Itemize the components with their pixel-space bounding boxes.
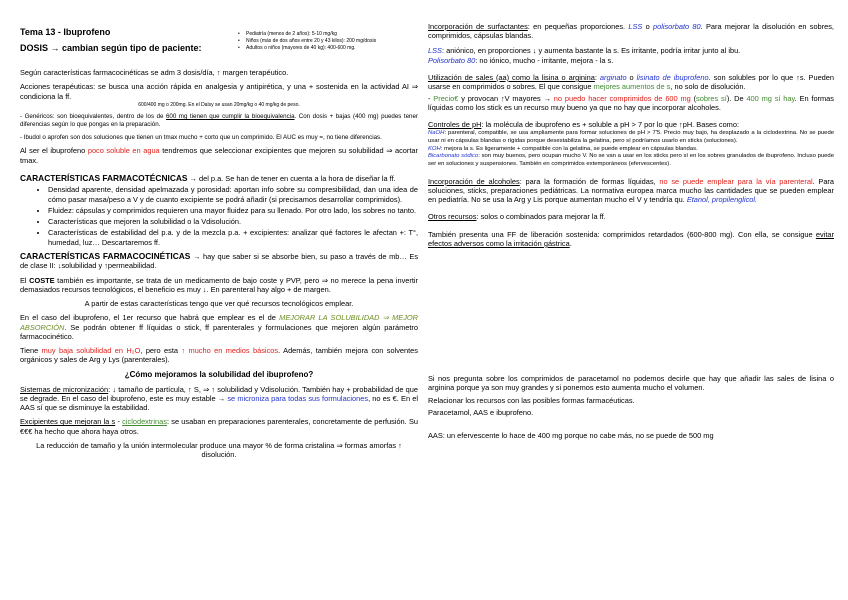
alcoholes-text: : para la formación de formas líquidas, — [519, 176, 660, 186]
sales-text-2: , no solo de disolución. — [670, 82, 746, 92]
genericos-paragraph — [20, 113, 418, 129]
surfactantes-lss: LSS — [628, 22, 643, 31]
micronizacion-text: : ↓ tamaño de partícula, ↑ S, ⇒ ↑ solubilidad y Vdisolución. También hay + probabilidad de que se degrade. En el caso del ibuprofeno, este es muy estable → — [20, 384, 418, 403]
solubility-text: Al ser el ibuprofeno — [20, 146, 88, 156]
tiene-text: Tiene — [20, 346, 42, 355]
coste-text-2: también es importante, se trata de un medicamento de bajo coste y PVP, pero ⇒ no merece la pena invertir demasiados recursos tecnológicos, el beneficio es muy ↓. En parenteral hay algo + de margen. — [20, 275, 419, 294]
sales-sep: : — [594, 73, 600, 82]
partir-paragraph: A partir de estas características tengo que ver qué recursos tecnológicos emplear. — [84, 299, 354, 308]
lss-text: : aniónico, en proporciones ↓ y aumenta bastante la s. Es irritante, podría irritar junto al ibu. — [441, 45, 741, 55]
genericos-underlined: 600 mg tienen que cumplir la bioequivalencia — [165, 113, 295, 120]
precio-highlight: no puedo hacer comprimidos de 600 mg — [553, 93, 691, 103]
sales-text: . son solubles por lo que ↑s. Pueden usarse en comprimidos o sobres. El que consigue — [428, 73, 835, 92]
precio-dash: - — [428, 93, 434, 103]
base-name: KOH — [428, 145, 441, 152]
excipientes-sep: - — [115, 417, 123, 427]
dosis-list — [238, 31, 376, 51]
sales-lisinato: lisinato de ibuprofeno — [636, 73, 709, 82]
list-item: • Características que mejoren la solubilidad o la Vdisolución. — [48, 217, 418, 226]
left-body — [20, 68, 418, 464]
micronizacion-text-2: , no es €. En el AAS sí que se disminuye la estabilidad. — [20, 393, 418, 412]
surfactantes-text-2: . Para mejorar la disolución en sobres, comprimidos, cápsulas blandas. — [428, 22, 834, 41]
reduccion-paragraph: La reducción de tamaño y la unión intermolecular produce una mayor % de forma cristalina ⇒ formas amorfas ↑ disolución. — [36, 440, 402, 459]
solubility-paragraph — [20, 146, 418, 165]
polisorbato-line — [428, 56, 834, 65]
excipientes-text: : se usaban en preparaciones parenterales, concretamente de perfusión. Su €€€ ha hecho que ahora haya otros. — [20, 417, 418, 436]
sales-or: o — [626, 73, 637, 82]
alcoholes-highlight: no se puede emplear para la vía parenteral — [659, 176, 813, 186]
lss-line — [428, 46, 834, 55]
farmacocineticas-heading: CARACTERÍSTICAS FARMACOCINÉTICAS — [20, 250, 191, 261]
acciones-paragraph: Acciones terapéuticas: se busca una acción rápida en analgesia y antipirética, y una + sostenida en la actividad AI ⇒ condiciona la ff. — [20, 82, 418, 101]
sales-heading: Utilización de sales (aa) como la lisina o arginina — [428, 73, 595, 82]
base-name: Bicarbonato sódico — [428, 153, 479, 160]
dosis-label: DOSIS → cambian según tipo de paciente: — [20, 43, 202, 53]
base-desc: : parenteral, compatible, se usa ampliamente para formar soluciones de pH > 7'5. Precio muy bajo, ha desplazado a la ciclodextrina. No se puede usar ni en cápsulas blandas o rígidas porque desestabiliza la gelatina, pero sí podríamos usarlo en sticks (soluciones). — [428, 130, 834, 144]
solubility-text-2: tendremos que seleccionar excipientes que mejoren su solubilidad ⇒ acortar tmax. — [20, 146, 418, 165]
precio-paragraph — [428, 94, 834, 113]
aas-paragraph: AAS: un efervescente lo hace de 400 mg porque no cabe más, no se puede de 500 mg — [428, 431, 714, 440]
polisorbato-keyword: Polisorbato 80 — [428, 55, 476, 65]
micronizacion-highlight: se microniza para todas sus formulaciones — [227, 393, 369, 403]
tiene-text-2: , pero esta — [140, 346, 182, 355]
surfactantes-heading: Incorporación de surfactantes — [428, 22, 528, 31]
excipientes-paragraph — [20, 417, 418, 436]
sales-highlight: mejores aumentos de s — [593, 82, 671, 92]
right-column — [428, 22, 835, 440]
ph-paragraph — [428, 120, 834, 129]
ibudol-paragraph: - Ibudol o aprofen son dos soluciones que tienen un tmax mucho + corto que un comprimido. El AUC es muy =, no tiene diferencias. — [20, 133, 382, 141]
ph-base-koh — [428, 146, 834, 154]
caso-highlight: MEJORAR LA SOLUBILIDAD ⇒ MEJOR ABSORCIÓN — [20, 313, 418, 332]
sales-paragraph — [428, 73, 834, 92]
excipientes-heading: Excipientes que mejoran la s — [20, 417, 116, 427]
solubility-highlight: poco soluble en agua — [87, 146, 160, 156]
precio-text: y provocan ↑V mayores → — [458, 93, 554, 103]
polisorbato-text: : no iónico, mucho - irritante, mejora - la s. — [475, 55, 614, 65]
ph-base-bicarbonato — [428, 153, 834, 168]
ph-bases — [428, 130, 834, 168]
list-item: • Fluidez: cápsulas y comprimidos requieren una mayor fluidez para su llenado. Por otro lado, los sobres no tanto. — [48, 206, 418, 215]
farmacotecnicas-heading: CARACTERÍSTICAS FARMACOTÉCNICAS — [20, 172, 188, 183]
farmacocineticas-paragraph — [20, 251, 418, 271]
notes-block — [428, 374, 834, 445]
surfactantes-polisorbato: polisorbato 80 — [652, 22, 701, 31]
coste-keyword: COSTE — [29, 275, 55, 285]
paracetamol-paragraph: Paracetamol, AAS e ibuprofeno. — [428, 407, 534, 417]
otros-heading: Otros recursos — [428, 212, 477, 222]
dosis-item: • Pediatría (menos de 2 años): 5-10 mg/kg — [238, 31, 376, 38]
acciones-note: 600/400 mg o 200mg. En el Dalsy se usan 20mg/kg o 40 mg/kg de peso. — [138, 101, 300, 108]
alcoholes-heading: Incorporación de alcoholes — [428, 176, 520, 186]
farmacotecnicas-text: → del p.a. Se han de tener en cuenta a la hora de diseñar la ff. — [187, 173, 396, 183]
dosis-item: • Niños (más de dos años entre 20 y 43 kilos): 200 mg/dosis — [238, 38, 376, 45]
base-name: NaOH — [428, 130, 445, 137]
precio-keyword: Precio€ — [433, 93, 459, 103]
otros-text: : solos o combinados para mejorar la ff. — [476, 212, 606, 222]
micronizacion-paragraph — [20, 385, 418, 413]
precio-sobres: sobres sí — [696, 93, 727, 103]
farmacotecnicas-list — [20, 185, 418, 247]
tiene-text-3: . Además, también mejora con solventes orgánicos y sales de Arg y Lys (parenterales). — [20, 346, 418, 365]
relacionar-paragraph: Relacionar los recursos con las posibles formas farmacéuticas. — [428, 395, 635, 405]
genericos-text: - Genéricos: son bioequivalentes, dentro de los de — [20, 113, 166, 120]
farmacotecnicas-paragraph — [20, 173, 418, 184]
tambien-underlined: evitar efectos adversos como la irritación gástrica — [428, 229, 834, 248]
ph-base-naoh — [428, 130, 834, 145]
micronizacion-heading: Sistemas de micronización — [20, 384, 109, 394]
tambien-text: También presenta una FF de liberación sostenida: comprimidos retardados (600-800 mg). Con ella, se consigue — [428, 229, 816, 239]
tiene-paragraph — [20, 346, 418, 365]
alcoholes-paragraph — [428, 177, 834, 205]
list-item: • Características de estabilidad del p.a. y de la mezcla p.a. + excipientes: analizar qué factores le afectan +: T°, humedad, luz… Descartaremos ff. — [48, 228, 418, 247]
pharmacokinetic-paragraph: Según características farmacocinéticas se adm 3 dosis/día, ↑ margen terapéutico. — [20, 68, 289, 77]
farmacocineticas-text: → hay que saber si se absorbe bien, su paso a través de mb… Es de clase II: ↓solubilidad y ↑permeabilidad. — [20, 251, 419, 271]
base-desc: : son muy buenos, pero ocupan mucho V. No se van a usar en los sticks pero sí en los sobres granulados de ibuprofeno. Incluso puede ser en soluciones y suspensiones. También en comprimidos extemporáneos (efervescentes). — [428, 153, 834, 167]
precio-text-3: . En formas líquidas como los stick es un recurso muy bueno ya que no hay que incorporar alcoholes. — [428, 93, 834, 112]
surfactantes-or: o — [642, 22, 653, 31]
caso-text: En el caso del ibuprofeno, el 1er recurso que habrá que emplear es el de — [20, 313, 280, 323]
precio-400: 400 mg sí hay — [746, 93, 795, 103]
coste-paragraph — [20, 276, 418, 295]
left-column — [20, 0, 418, 600]
tiene-highlight: muy baja solubilidad en H₂O — [41, 346, 141, 355]
pregunta-paragraph: Si nos pregunta sobre los comprimidos de paracetamol no podemos decirle que hay que añadir las sales de lisina o arginina porque ya son muy grandes y si ponemos esto aumenta mucho el volumen. — [428, 374, 834, 393]
como-heading: ¿Cómo mejoramos la solubilidad del ibuprofeno? — [124, 369, 314, 379]
caso-paragraph — [20, 313, 418, 341]
dosis-item: • Adultos o niños (mayores de 40 kg): 400-600 mg. — [238, 45, 376, 52]
surfactantes-text: : en pequeñas proporciones. — [527, 22, 629, 31]
ph-heading: Controles de pH — [428, 120, 482, 129]
surfactantes-paragraph — [428, 22, 834, 41]
coste-text: El — [20, 275, 30, 285]
alcoholes-text-2: . Para soluciones, sticks, preparaciones pediátricas. La normativa europea marca mucho las cantidades que se pueden emplear en pediatría. No se usa la Arg y Lis porque aumentan mucho el V y tendría qu. — [428, 176, 835, 205]
page-title: Tema 13 - Ibuprofeno — [20, 27, 111, 37]
tambien-end: . — [569, 238, 572, 248]
excipientes-highlight: ciclodextrinas — [122, 417, 167, 427]
lss-keyword: LSS — [428, 45, 442, 55]
tambien-paragraph — [428, 230, 834, 249]
ph-text: : la molécula de ibuprofeno es + soluble a pH > 7 por lo que ↑pH. Bases como: — [481, 120, 739, 129]
sales-arginato: arginato — [599, 73, 627, 82]
precio-paren: ( — [690, 93, 697, 103]
genericos-text-2: . Con dosis + bajas (400 mg) puedes tener diferencias según lo que pongas en la preparación. — [20, 113, 418, 128]
otros-paragraph — [428, 212, 834, 221]
precio-text-2: ). De — [726, 93, 747, 103]
tiene-highlight-2: ↑ mucho en medios básicos — [181, 346, 279, 355]
caso-text-2: . Se podrán obtener ff líquidas o stick, ff parenterales y formulaciones que mejoren algún parámetro farmacocinético. — [20, 322, 418, 341]
base-desc: : mejora la s. Es ligeramente + compatible con la gelatina, se puede emplear en cápsulas blandas. — [440, 145, 698, 152]
alcoholes-examples: Etanol, propilenglicol. — [686, 195, 758, 205]
list-item: • Densidad aparente, densidad apelmazada y porosidad: aportan info sobre su compresibilidad, dan una idea de cómo pasar masa/peso a V y de cuanto excipiente se podrá añadir (si precisamos desarrollar comprimidos). — [48, 185, 418, 204]
